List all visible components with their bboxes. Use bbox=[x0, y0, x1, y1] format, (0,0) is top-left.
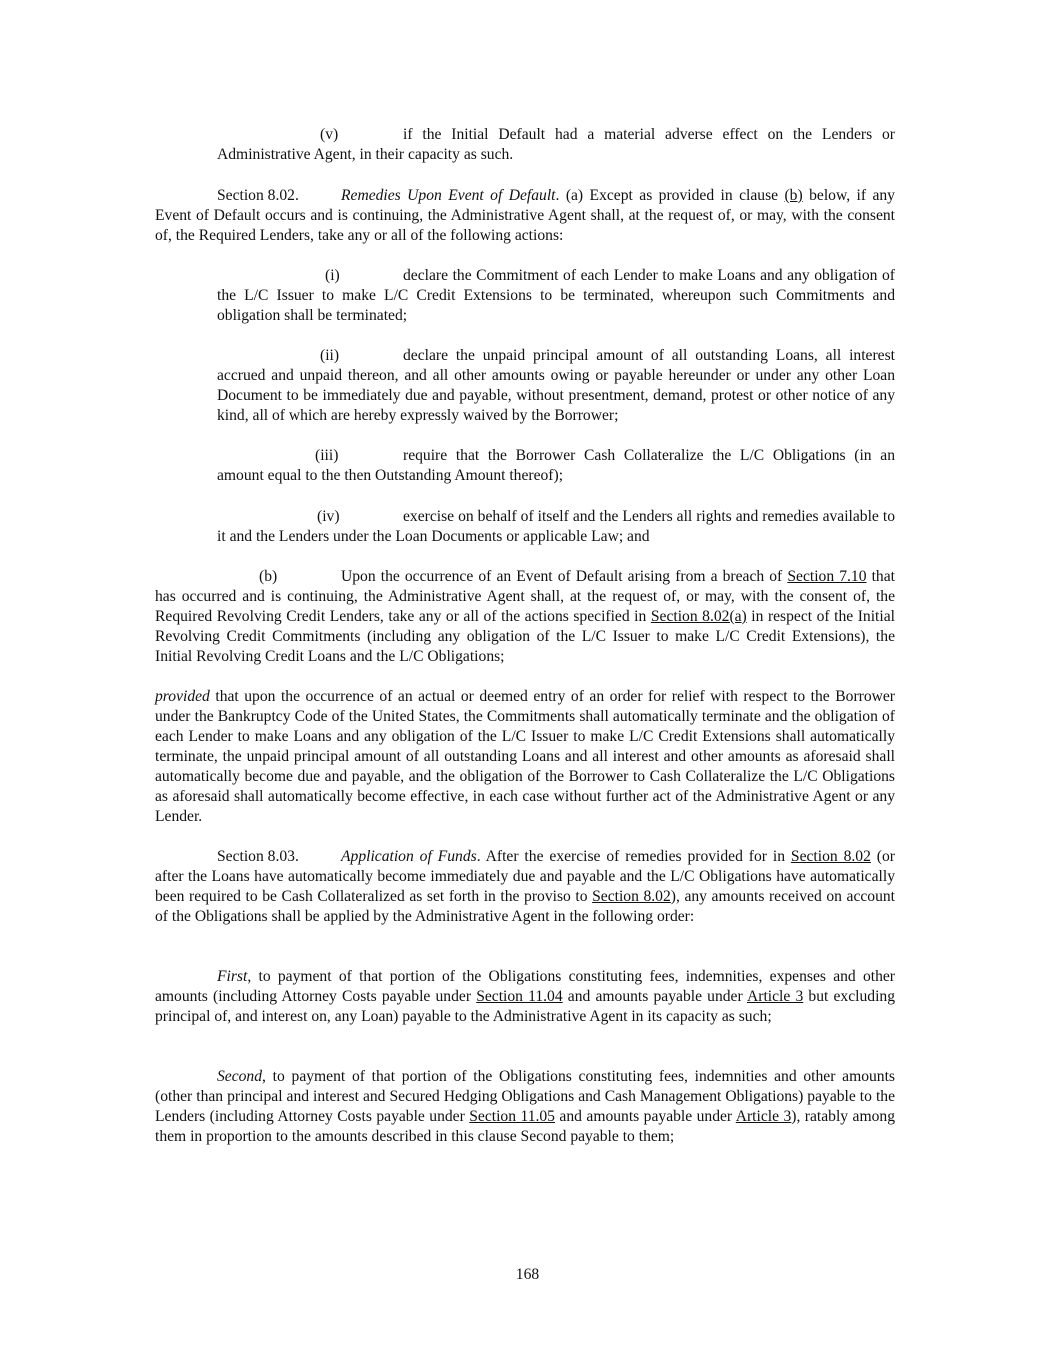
section-11-04-link[interactable]: Section 11.04 bbox=[476, 988, 563, 1005]
action-ii-text: declare the unpaid principal amount of all outstanding Loans, all interest accrued and unpaid thereon, and all other amounts owing or payable hereunder or under any other Loan Document to be immediately due and payable, without presentment, demand, protest or other notice of any kind, all of which are hereby expressly waived by the Borrower; bbox=[217, 347, 895, 424]
action-iii bbox=[217, 446, 895, 486]
second-paragraph: Second, to payment of that portion of the Obligations constituting fees, indemnities and other amounts (other than principal and interest and Secured Hedging Obligations and Cash Management Obligations) payable to the Lenders (including Attorney Costs payable under Section 11.05 and amounts payable under Article 3), ratably among them in proportion to the amounts described in this clause Second payable to them; bbox=[155, 1068, 895, 1145]
section-8-03-number: Section 8.03. bbox=[217, 848, 299, 865]
section-8-02-number: Section 8.02. bbox=[217, 187, 299, 204]
section-8-02-paragraph: Section 8.02. Remedies Upon Event of Default. (a) Except as provided in clause (b) below, if any Event of Default occurs and is continuing, the Administrative Agent shall, at the request of, or may, with the consent of, the Required Lenders, take any or all of the following actions: bbox=[155, 187, 895, 244]
proviso-lead: provided bbox=[155, 688, 210, 705]
first-paragraph: First, to payment of that portion of the Obligations constituting fees, indemnities, expenses and other amounts (including Attorney Costs payable under Section 11.04 and amounts payable under Article 3 but excluding principal of, and interest on, any Loan) payable to the Administrative Agent in its capacity as such; bbox=[155, 968, 896, 1025]
action-iii-text: require that the Borrower Cash Collateralize the L/C Obligations (in an amount equal to the then Outstanding Amount thereof); bbox=[217, 447, 895, 484]
action-iii-marker: (iii) bbox=[315, 447, 339, 464]
section-11-05-link[interactable]: Section 11.05 bbox=[469, 1108, 555, 1125]
action-iv-marker: (iv) bbox=[317, 508, 340, 525]
article-3-link[interactable]: Article 3 bbox=[746, 988, 804, 1005]
section-8-03-paragraph: Section 8.03. Application of Funds. After the exercise of remedies provided for in Section 8.02 (or after the Loans have automatically become immediately due and payable and the L/C Obligations have automatically been required to be Cash Collateralized as set forth in the proviso to Section 8.02), any amounts received on account of the Obligations shall be applied by the Administrative Agent in the following order: bbox=[155, 848, 896, 925]
action-i-marker: (i) bbox=[325, 267, 340, 284]
section-8-02-heading: Remedies Upon Event of Default bbox=[341, 187, 556, 204]
action-iv bbox=[217, 507, 895, 547]
clause-b: (b) Upon the occurrence of an Event of Default arising from a breach of Section 7.10 that has occurred and is continuing, the Administrative Agent shall, at the request of, or may, with the consent of, the Required Revolving Credit Lenders, take any or all of the actions specified in Section 8.02(a) in respect of the Initial Revolving Credit Commitments (including any obligation of the L/C Issuer to make L/C Credit Extensions), the Initial Revolving Credit Loans and the L/C Obligations; bbox=[155, 568, 895, 665]
section-8-02-link[interactable]: Section 8.02 bbox=[790, 848, 871, 865]
page-number: 168 bbox=[515, 1266, 540, 1283]
section-8-03-heading: Application of Funds bbox=[341, 848, 477, 865]
clause-v-text: if the Initial Default had a material adverse effect on the Lenders or Administrative Agent, in their capacity as such. bbox=[217, 126, 895, 163]
section-8-02-proviso-link[interactable]: Section 8.02 bbox=[592, 888, 671, 905]
clause-v-marker: (v) bbox=[320, 126, 339, 143]
proviso-paragraph bbox=[155, 687, 895, 827]
first-lead: First bbox=[217, 968, 248, 985]
clause-b-link[interactable]: (b) bbox=[784, 187, 803, 204]
action-iv-text: exercise on behalf of itself and the Lenders all rights and remedies available to it and the Lenders under the Loan Documents or applicable Law; and bbox=[217, 508, 895, 545]
action-ii-marker: (ii) bbox=[320, 347, 340, 364]
action-i bbox=[217, 266, 895, 326]
proviso-text: that upon the occurrence of an actual or deemed entry of an order for relief with respect to the Borrower under the Bankruptcy Code of the United States, the Commitments shall automatically terminate and the obligation of each Lender to make Loans and any obligation of the L/C Issuer to make L/C Credit Extensions shall automatically terminate, the unpaid principal amount of all outstanding Loans and all interest and other amounts as aforesaid shall automatically become due and payable, and the obligation of the Borrower to Cash Collateralize the L/C Obligations as aforesaid shall automatically become effective, in each case without further act of the Administrative Agent or any Lender. bbox=[155, 688, 895, 825]
action-i-text: declare the Commitment of each Lender to make Loans and any obligation of the L/C Issuer to make L/C Credit Extensions to be terminated, whereupon such Commitments and obligation shall be terminated; bbox=[217, 267, 895, 324]
clause-b-marker: (b) bbox=[259, 568, 278, 585]
second-lead: Second bbox=[217, 1068, 263, 1085]
action-ii bbox=[217, 346, 895, 426]
clause-v bbox=[217, 125, 895, 165]
section-8-02a-link[interactable]: Section 8.02(a) bbox=[650, 608, 747, 625]
section-7-10-link[interactable]: Section 7.10 bbox=[787, 568, 867, 585]
article-3-link-second[interactable]: Article 3 bbox=[735, 1108, 792, 1125]
